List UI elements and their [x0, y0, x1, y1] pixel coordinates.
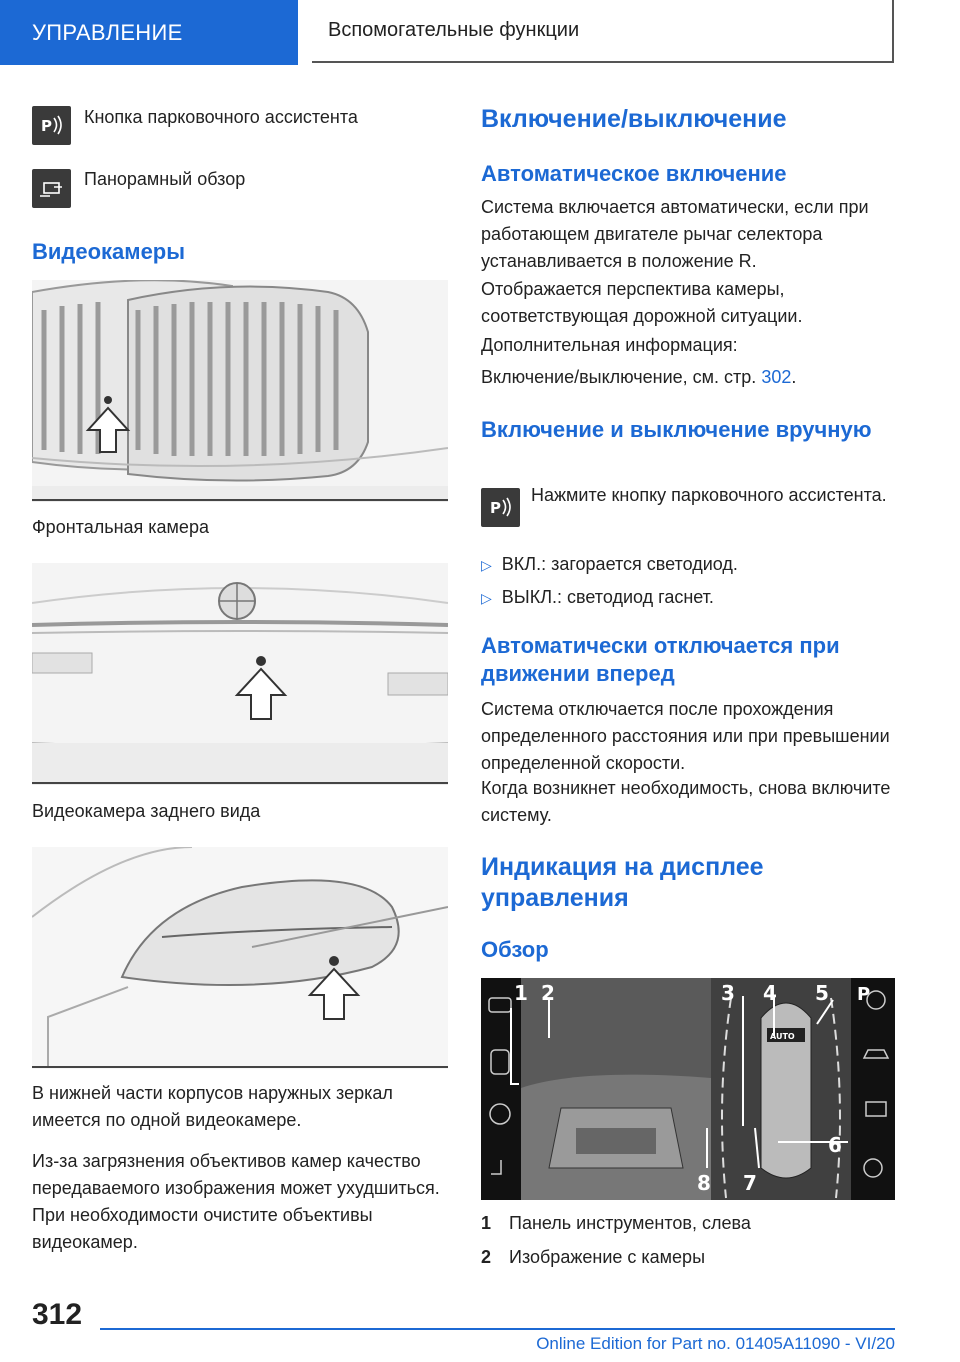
chapter-title: Вспомогательные функции: [312, 0, 894, 63]
display-auto-label: AUTO: [770, 1032, 795, 1041]
bullet-off: [481, 584, 714, 612]
heading-display: Индикация на дисплее управления: [481, 853, 764, 912]
legend-text-2: Изображение с камеры: [509, 1247, 706, 1267]
bullet-on: [481, 551, 738, 579]
display-label-4: 4: [763, 981, 777, 1005]
para-again: Когда возникнет необходимость, снова включите систему.: [481, 778, 891, 825]
parking-assistant-button-icon: [481, 488, 520, 527]
para-auto-off: Система отключается после прохождения определенного расстояния или при превышении определенной скорости.: [481, 699, 890, 773]
icon-label-parking-assistant: Кнопка парковочного ассистента: [84, 107, 358, 127]
display-label-2: 2: [541, 981, 555, 1005]
reference-end: .: [791, 367, 797, 387]
section-tab: УПРАВЛЕНИЕ: [0, 0, 298, 65]
heading-auto-off: Автоматически отключается при движении вперед: [481, 633, 840, 686]
panorama-view-icon: [32, 169, 71, 208]
front-camera-image: [32, 280, 448, 502]
legend-number-1: 1: [481, 1213, 492, 1233]
para-reference: [481, 364, 796, 391]
display-label-7: 7: [743, 1171, 757, 1195]
display-label-1: 1: [514, 981, 528, 1005]
triangle-bullet-icon: ▷: [481, 557, 492, 573]
dirt-warning-text: Из-за загрязнения объективов камер качество передаваемого изображения может ухудшиться. При необходимости очистите объективы видеокамер.: [32, 1151, 440, 1252]
page-reference-link[interactable]: 302: [761, 367, 792, 387]
heading-manual: Включение и выключение вручную: [481, 417, 872, 442]
triangle-bullet-icon: ▷: [481, 590, 492, 606]
para-more-info: Дополнительная информация:: [481, 335, 738, 355]
para-auto-on: Система включается автоматически, если при работающем двигателе рычаг селектора устанавливается в положение R.: [481, 197, 869, 271]
icon-label-panorama: Панорамный обзор: [84, 169, 246, 189]
display-label-6: 6: [828, 1133, 842, 1157]
para-press-button: Нажмите кнопку парковочного ассистента.: [531, 485, 887, 505]
footer-edition: Online Edition for Part no. 01405A11090 - VI/20: [536, 1334, 895, 1353]
parking-assistant-button-icon: [32, 106, 71, 145]
caption-rear-camera: Видеокамера заднего вида: [32, 801, 261, 821]
svg-text:P: P: [490, 499, 501, 517]
heading-auto-on: Автоматическое включение: [481, 161, 787, 186]
caption-mirror-camera: В нижней части корпусов наружных зеркал имеется по одной видеокамере.: [32, 1083, 393, 1130]
legend-text-1: Панель инструментов, слева: [509, 1213, 751, 1233]
display-label-8: 8: [697, 1171, 711, 1195]
footer-divider: [100, 1328, 895, 1330]
display-park-label: P: [857, 984, 871, 1005]
svg-text:P: P: [41, 117, 52, 135]
display-label-3: 3: [721, 981, 735, 1005]
heading-on-off: Включение/выключение: [481, 105, 787, 133]
display-label-5: 5: [815, 981, 829, 1005]
page-number: 312: [32, 1298, 83, 1331]
heading-cameras: Видеокамеры: [32, 239, 186, 264]
mirror-camera-image: [32, 847, 448, 1069]
bullet-on-text: ВКЛ.: загорается светодиод.: [501, 554, 738, 574]
rear-camera-image: [32, 563, 448, 785]
heading-overview: Обзор: [481, 937, 549, 962]
caption-front-camera: Фронтальная камера: [32, 517, 209, 537]
bullet-off-text: ВЫКЛ.: светодиод гаснет.: [501, 587, 714, 607]
para-perspective: Отображается перспектива камеры, соответствующая дорожной ситуации.: [481, 279, 803, 326]
legend-number-2: 2: [481, 1247, 492, 1267]
reference-text: Включение/выключение, см. стр.: [481, 367, 762, 387]
control-display-image: [481, 978, 895, 1200]
